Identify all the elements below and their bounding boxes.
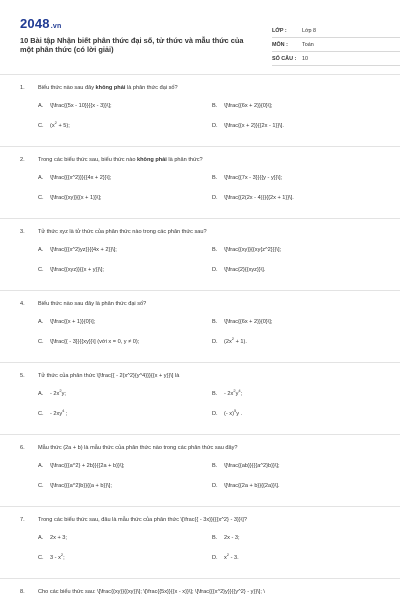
option-a[interactable]: A. - $2x^2y$; <box>38 388 66 397</box>
question-text: Trong các biểu thức sau, đâu là mẫu thức của phân thức \[\frac{{ - 3x}}{{{x^2} - 3}}\]? <box>38 517 247 523</box>
option-d[interactable]: D. \[\frac{{2(2x - 4)}}{{2x + 1}}\]. <box>212 195 294 201</box>
question-divider <box>0 506 400 507</box>
option-b[interactable]: B. \[\frac{{xy}}{{xy{z^2}}}\]; <box>212 247 282 253</box>
question-4 <box>20 300 382 362</box>
question-number: 5. <box>20 373 25 379</box>
question-number: 2. <box>20 157 25 163</box>
option-d[interactable]: D. $(2x^2 + 1)$. <box>212 336 247 345</box>
option-c[interactable]: C. \[\frac{{xy}}{{x + 1}}\]; <box>38 195 102 201</box>
question-number: 8. <box>20 589 25 595</box>
option-b[interactable]: B. \[\frac{{6x + 2}}{0}\]; <box>212 103 273 109</box>
question-text: Biểu thức nào sau đây là phân thức đại số? <box>38 301 147 307</box>
meta-row-class: LỚP : Lớp 8 <box>272 24 400 38</box>
question-1 <box>20 84 382 146</box>
question-5 <box>20 372 382 434</box>
question-number: 6. <box>20 445 25 451</box>
question-text: Cho các biểu thức sau: \[\frac{{xy}}{{xy}}\]; \[\frac{{5x}}{{x - x}}\]; \[\frac{{{x^2}y}}{{y^2} - y}}\]; \ <box>38 589 265 595</box>
meta-row-subject: MÔN : Toán <box>272 38 400 52</box>
option-d[interactable]: D. \[\frac{{2a + b}}{{2a}}\]. <box>212 483 280 489</box>
question-divider <box>0 146 400 147</box>
document-title: 10 Bài tập Nhận biết phân thức đại số, tử thức và mẫu thức của một phân thức (có lời giải) <box>20 36 244 55</box>
option-c[interactable]: C. - $2xy^4$ ; <box>38 408 68 417</box>
option-c[interactable]: C. $3 - x^2$; <box>38 552 65 561</box>
question-text: Mẫu thức (2a + b) là mẫu thức của phân thức nào trong các phân thức sau đây? <box>38 445 238 451</box>
question-text: Tử thức xyz là tử thức của phân thức nào trong các phân thức sau? <box>38 229 207 235</box>
question-3 <box>20 228 382 290</box>
option-a[interactable]: A. 2x + 3; <box>38 535 67 541</box>
question-divider <box>0 362 400 363</box>
meta-row-count: SỐ CÂU : 10 <box>272 52 400 66</box>
option-c[interactable]: C. \[\frac{{xyz}}{{x + y}}\]; <box>38 267 104 273</box>
question-text: Trong các biểu thức sau, biểu thức nào không phải là phân thức? <box>38 157 203 163</box>
option-c[interactable]: C. \[\frac{{ - 3}}{{xy}}\] (với x = 0, y ≠ 0); <box>38 339 140 345</box>
question-7 <box>20 516 382 578</box>
question-number: 4. <box>20 301 25 307</box>
option-a[interactable]: A. \[\frac{{x + 1}}{0}\]; <box>38 319 96 325</box>
question-number: 7. <box>20 517 25 523</box>
header-divider <box>0 74 400 75</box>
question-text: Tử thức của phân thức \[\frac{{ - 2{x^2}{y^4}}}{{x + y}}\] là <box>38 373 180 379</box>
question-number: 1. <box>20 85 25 91</box>
question-divider <box>0 578 400 579</box>
question-text: Biểu thức nào sau đây không phải là phân thức đại số? <box>38 85 178 91</box>
question-6 <box>20 444 382 506</box>
option-a[interactable]: A. \[\frac{{{x^2}}}{{4x + 2}}\]; <box>38 175 112 181</box>
option-d[interactable]: D. (- x)$^5$y . <box>212 408 243 417</box>
option-b[interactable]: B. - $2x^2y^4$; <box>212 388 243 397</box>
option-b[interactable]: B. \[\frac{{7x - 3}}{{y - y}}\]; <box>212 175 283 181</box>
question-divider <box>0 290 400 291</box>
question-number: 3. <box>20 229 25 235</box>
question-8 <box>20 588 382 596</box>
option-c[interactable]: C. \[\frac{{{a^2}b}}{{a + b}}\]; <box>38 483 112 489</box>
option-d[interactable]: D. $x^2 - 3$. <box>212 552 239 561</box>
document-header <box>20 14 382 64</box>
option-c[interactable]: C. $(x^2 + 5)$; <box>38 120 70 129</box>
site-logo[interactable]: 2048.vn <box>20 16 62 31</box>
option-a[interactable]: A. \[\frac{{{a^2} + 2b}}{{2a + b}}\]; <box>38 463 125 469</box>
option-d[interactable]: D. \[\frac{{x + 2}}{{2x - 1}}\]. <box>212 123 284 129</box>
option-b[interactable]: B. \[\frac{{6x + 2}}{0}\]; <box>212 319 273 325</box>
question-divider <box>0 218 400 219</box>
option-b[interactable]: B. \[\frac{{ab}}{{{a^2}b}}\]; <box>212 463 280 469</box>
question-divider <box>0 434 400 435</box>
option-b[interactable]: B. 2x - 3; <box>212 535 240 541</box>
option-a[interactable]: A. \[\frac{{{x^2}yz}}{{4x + 2}}\]; <box>38 247 117 253</box>
option-a[interactable]: A. \[\frac{{5x - 10}}{{x - 3}}\]; <box>38 103 112 109</box>
option-d[interactable]: D. \[\frac{2}{{xyz}}\]. <box>212 267 266 273</box>
meta-table <box>272 24 400 66</box>
question-2 <box>20 156 382 218</box>
